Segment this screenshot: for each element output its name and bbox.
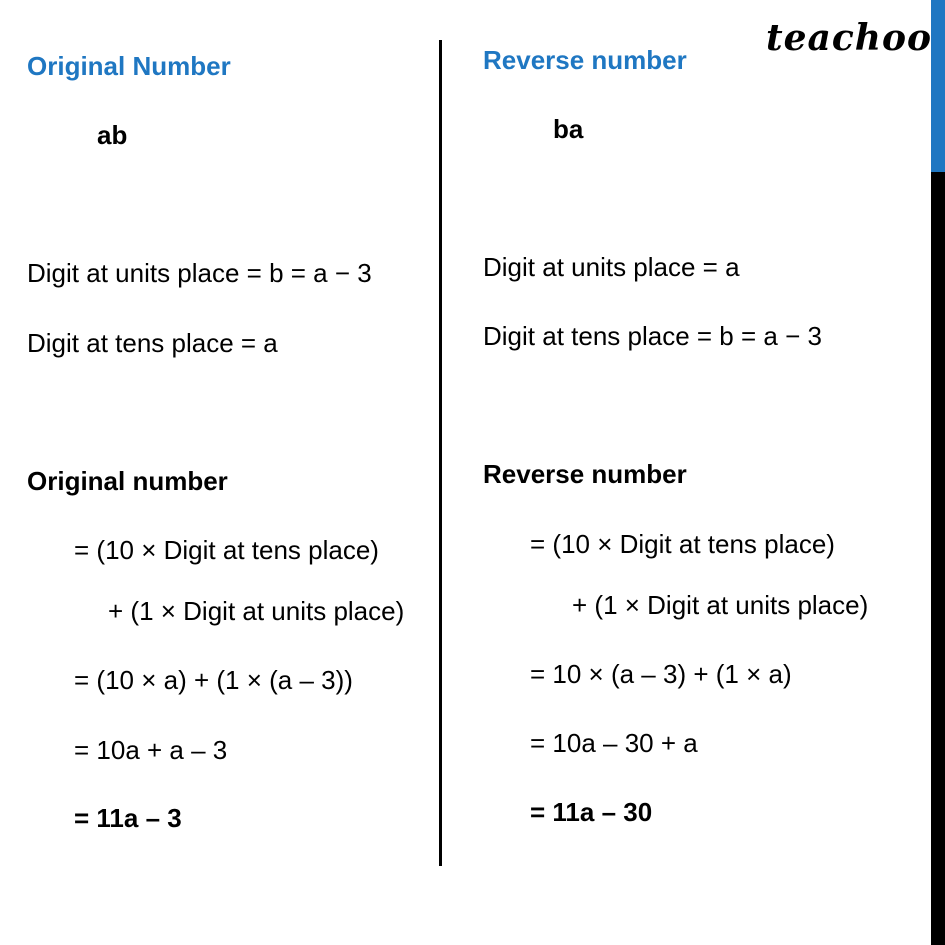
- left-heading: Original Number: [27, 51, 231, 81]
- column-divider: [439, 40, 442, 866]
- left-tens-line: Digit at tens place = a: [27, 328, 278, 358]
- right-calc-title: Reverse number: [483, 459, 687, 489]
- right-step-4: = 10a – 30 + a: [530, 728, 698, 758]
- left-number-form: ab: [97, 120, 128, 150]
- left-result: = 11a – 3: [74, 803, 182, 833]
- right-step-3: = 10 × (a – 3) + (1 × a): [530, 659, 792, 689]
- right-step-2: + (1 × Digit at units place): [572, 590, 869, 620]
- right-heading: Reverse number: [483, 45, 687, 75]
- left-units-line: Digit at units place = b = a − 3: [27, 258, 372, 288]
- left-step-4: = 10a + a – 3: [74, 735, 228, 765]
- left-calc-title: Original number: [27, 466, 228, 496]
- right-tens-line: Digit at tens place = b = a − 3: [483, 321, 822, 351]
- right-edge-accent: [931, 0, 945, 172]
- right-number-form: ba: [553, 114, 584, 144]
- right-units-line: Digit at units place = a: [483, 252, 740, 282]
- left-step-1: = (10 × Digit at tens place): [74, 535, 379, 565]
- left-step-3: = (10 × a) + (1 × (a – 3)): [74, 665, 353, 695]
- teachoo-logo: teachoo: [766, 17, 932, 59]
- right-step-1: = (10 × Digit at tens place): [530, 529, 835, 559]
- right-result: = 11a – 30: [530, 797, 653, 827]
- left-step-2: + (1 × Digit at units place): [108, 596, 405, 626]
